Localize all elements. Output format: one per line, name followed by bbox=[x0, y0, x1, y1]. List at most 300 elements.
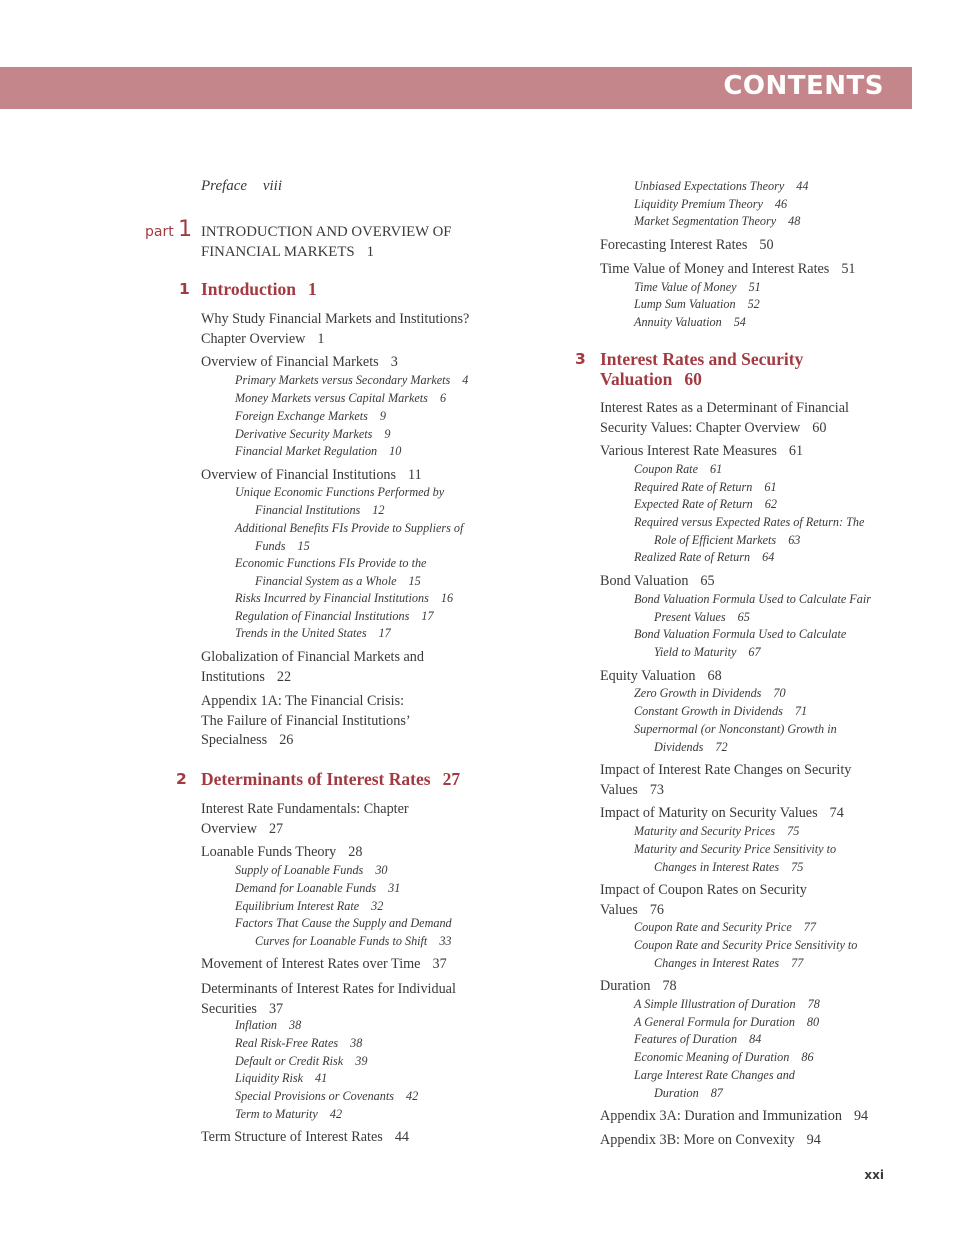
entry-page: 27 bbox=[268, 820, 284, 837]
entry-label: Features of Duration bbox=[634, 1032, 738, 1046]
toc-subentry[interactable] bbox=[634, 591, 871, 626]
entry-line bbox=[235, 484, 444, 502]
entry-label: Appendix 1A: The Financial Crisis: bbox=[201, 693, 405, 709]
toc-entry-preface[interactable] bbox=[201, 178, 282, 195]
entry-label: Impact of Coupon Rates on Security bbox=[600, 882, 807, 898]
entry-line bbox=[634, 591, 871, 609]
entry-page: 38 bbox=[350, 1036, 363, 1050]
entry-page: 73 bbox=[649, 781, 665, 798]
entry-label: Coupon Rate and Security Price bbox=[634, 920, 792, 934]
entry-line bbox=[600, 442, 803, 462]
entry-page: 38 bbox=[288, 1018, 302, 1032]
entry-line bbox=[634, 461, 722, 479]
toc-subentry[interactable] bbox=[634, 279, 761, 297]
toc-subentry[interactable] bbox=[634, 685, 786, 703]
entry-label: Factors That Cause the Supply and Demand bbox=[235, 916, 452, 930]
toc-subentry[interactable] bbox=[634, 178, 808, 196]
entry-label: Derivative Security Markets bbox=[235, 427, 373, 441]
entry-label: Additional Benefits FIs Provide to Suppliers of bbox=[235, 521, 464, 535]
entry-label: Overview of Financial Markets bbox=[201, 354, 379, 370]
part-page: 1 bbox=[366, 244, 374, 260]
toc-subentry[interactable] bbox=[634, 1067, 795, 1102]
toc-entry[interactable] bbox=[600, 442, 803, 462]
entry-label: Coupon Rate bbox=[634, 462, 698, 476]
entry-label: Equilibrium Interest Rate bbox=[235, 899, 360, 913]
entry-line bbox=[634, 919, 816, 937]
toc-subentry[interactable] bbox=[235, 372, 468, 390]
entry-line bbox=[600, 804, 844, 824]
entry-line bbox=[235, 390, 446, 408]
toc-subentry[interactable] bbox=[235, 408, 386, 426]
entry-page: 75 bbox=[787, 824, 800, 838]
entry-label: Yield to Maturity bbox=[654, 644, 737, 659]
toc-subentry[interactable] bbox=[634, 703, 807, 721]
entry-line bbox=[634, 549, 774, 567]
entry-line bbox=[634, 279, 761, 297]
entry-page: 51 bbox=[748, 280, 761, 294]
entry-line bbox=[235, 590, 453, 608]
entry-line bbox=[600, 236, 774, 256]
entry-line bbox=[201, 353, 398, 373]
toc-subentry[interactable] bbox=[634, 841, 836, 876]
entry-line bbox=[235, 443, 401, 461]
entry-page: 61 bbox=[764, 480, 777, 494]
chapter-title-text: Determinants of Interest Rates bbox=[201, 769, 431, 789]
entry-line bbox=[235, 1106, 342, 1124]
entry-line bbox=[235, 608, 434, 626]
entry-line bbox=[201, 330, 469, 350]
entry-line bbox=[235, 915, 452, 933]
entry-line bbox=[634, 721, 837, 739]
toc-subentry[interactable] bbox=[634, 496, 777, 514]
entry-line bbox=[634, 296, 760, 314]
toc-entry[interactable] bbox=[201, 955, 447, 975]
entry-label: Appendix 3B: More on Convexity bbox=[600, 1132, 795, 1148]
entry-line bbox=[235, 426, 391, 444]
toc-subentry[interactable] bbox=[235, 1106, 342, 1124]
entry-label: Movement of Interest Rates over Time bbox=[201, 956, 421, 972]
part-word: part bbox=[145, 224, 174, 240]
entry-page: 44 bbox=[394, 1129, 409, 1145]
entry-label: Loanable Funds Theory bbox=[201, 844, 337, 860]
entry-page: 54 bbox=[733, 315, 746, 329]
entry-label: Interest Rates as a Determinant of Financial bbox=[600, 400, 849, 416]
entry-line bbox=[235, 408, 386, 426]
entry-line bbox=[600, 1131, 821, 1151]
toc-entry[interactable] bbox=[600, 1107, 868, 1127]
entry-page: 15 bbox=[297, 538, 310, 553]
entry-label: Present Values bbox=[654, 609, 726, 624]
entry-line bbox=[600, 667, 722, 687]
entry-label: Liquidity Risk bbox=[235, 1071, 304, 1085]
toc-subentry[interactable] bbox=[235, 1070, 327, 1088]
entry-label: Coupon Rate and Security Price Sensitivity to bbox=[634, 938, 858, 952]
toc-entry[interactable] bbox=[201, 1128, 409, 1148]
toc-subentry[interactable] bbox=[235, 880, 400, 898]
entry-line bbox=[634, 514, 864, 532]
entry-label: Specialness bbox=[201, 732, 268, 748]
entry-label: Market Segmentation Theory bbox=[634, 214, 777, 228]
entry-label: Preface bbox=[201, 178, 248, 194]
entry-page: 61 bbox=[788, 443, 804, 459]
entry-line bbox=[634, 1049, 814, 1067]
toc-entry[interactable] bbox=[600, 399, 849, 438]
entry-line bbox=[235, 555, 426, 573]
page-title: CONTENTS bbox=[723, 71, 884, 101]
entry-page: 26 bbox=[279, 732, 294, 748]
chapter-number: 1 bbox=[179, 280, 190, 298]
entry-label: Values bbox=[600, 781, 638, 798]
entry-label: Various Interest Rate Measures bbox=[600, 443, 777, 459]
entry-page: 28 bbox=[348, 844, 363, 860]
entry-line bbox=[634, 213, 800, 231]
toc-entry[interactable] bbox=[600, 761, 851, 800]
entry-page: 33 bbox=[439, 933, 452, 948]
part-number: 1 bbox=[178, 217, 193, 242]
toc-entry[interactable] bbox=[600, 260, 856, 280]
entry-page: 9 bbox=[384, 427, 391, 441]
entry-label: Term to Maturity bbox=[235, 1107, 318, 1121]
entry-line bbox=[201, 310, 469, 330]
entry-line bbox=[235, 933, 452, 951]
entry-line bbox=[600, 761, 851, 781]
entry-label: Values bbox=[600, 901, 638, 918]
entry-line bbox=[201, 712, 411, 732]
entry-line bbox=[634, 1031, 761, 1049]
toc-subentry[interactable] bbox=[634, 196, 787, 214]
toc-subentry[interactable] bbox=[235, 484, 444, 519]
toc-subentry[interactable] bbox=[235, 915, 452, 950]
toc-subentry[interactable] bbox=[634, 479, 777, 497]
toc-subentry[interactable] bbox=[634, 1014, 819, 1032]
entry-page: 1 bbox=[317, 330, 325, 347]
entry-page: 37 bbox=[432, 956, 447, 972]
entry-page: 77 bbox=[791, 955, 804, 970]
entry-label: Impact of Interest Rate Changes on Security bbox=[600, 762, 852, 778]
entry-line bbox=[600, 260, 856, 280]
entry-line bbox=[235, 1070, 327, 1088]
toc-entry[interactable] bbox=[201, 353, 398, 373]
entry-label: Impact of Maturity on Security Values bbox=[600, 805, 818, 821]
entry-label: Overview of Financial Institutions bbox=[201, 467, 397, 483]
entry-line bbox=[634, 609, 871, 627]
entry-line bbox=[600, 977, 677, 997]
entry-page: 67 bbox=[748, 644, 761, 659]
toc-entry[interactable] bbox=[600, 1131, 821, 1151]
entry-line bbox=[634, 1085, 795, 1103]
entry-page: 61 bbox=[709, 462, 723, 476]
chapter-title-text: Introduction bbox=[201, 279, 296, 299]
entry-page: 15 bbox=[408, 573, 421, 588]
entry-page: 16 bbox=[440, 591, 454, 605]
entry-line bbox=[634, 496, 777, 514]
toc-entry[interactable] bbox=[201, 310, 469, 349]
entry-label: Unbiased Expectations Theory bbox=[634, 179, 785, 193]
entry-page: 78 bbox=[662, 978, 677, 994]
entry-line bbox=[634, 644, 846, 662]
entry-line bbox=[634, 739, 837, 757]
entry-line bbox=[235, 1053, 367, 1071]
entry-page: 86 bbox=[801, 1050, 814, 1064]
entry-line bbox=[634, 532, 864, 550]
toc-entry[interactable] bbox=[201, 800, 409, 839]
entry-page: 72 bbox=[715, 739, 728, 754]
toc-entry[interactable] bbox=[600, 667, 722, 687]
toc-subentry[interactable] bbox=[634, 721, 837, 756]
chapter-title[interactable] bbox=[201, 280, 317, 300]
entry-label: Institutions bbox=[201, 668, 265, 685]
entry-label: Demand for Loanable Funds bbox=[235, 881, 377, 895]
entry-line bbox=[235, 898, 383, 916]
entry-label: Bond Valuation Formula Used to Calculate bbox=[634, 627, 847, 641]
entry-label: Equity Valuation bbox=[600, 668, 696, 684]
toc-subentry[interactable] bbox=[634, 919, 816, 937]
entry-label: Maturity and Security Prices bbox=[634, 824, 776, 838]
entry-label: Primary Markets versus Secondary Markets bbox=[235, 373, 451, 387]
entry-page: 22 bbox=[276, 668, 292, 685]
entry-line bbox=[634, 479, 777, 497]
entry-page: 64 bbox=[762, 550, 775, 564]
chapter-page: 60 bbox=[684, 368, 702, 389]
entry-label: Inflation bbox=[235, 1018, 277, 1032]
entry-label: Forecasting Interest Rates bbox=[600, 237, 748, 253]
entry-page: 51 bbox=[841, 261, 856, 277]
entry-page: 52 bbox=[747, 297, 760, 311]
entry-page: 65 bbox=[700, 573, 715, 589]
entry-line bbox=[600, 572, 715, 592]
entry-line bbox=[600, 419, 849, 439]
entry-line bbox=[235, 520, 463, 538]
entry-line bbox=[634, 703, 807, 721]
entry-label: Role of Efficient Markets bbox=[654, 532, 777, 547]
entry-page: 41 bbox=[315, 1071, 328, 1085]
entry-label: Constant Growth in Dividends bbox=[634, 704, 783, 718]
entry-line bbox=[201, 980, 456, 1000]
entry-label: Zero Growth in Dividends bbox=[634, 686, 762, 700]
entry-label: Expected Rate of Return bbox=[634, 497, 753, 511]
chapter-title[interactable] bbox=[600, 350, 803, 389]
entry-label: Financial Institutions bbox=[255, 502, 361, 517]
entry-page: 71 bbox=[794, 704, 808, 718]
entry-label: Regulation of Financial Institutions bbox=[235, 609, 410, 623]
entry-page: 42 bbox=[406, 1089, 419, 1103]
entry-page: 94 bbox=[806, 1132, 821, 1148]
entry-page: 17 bbox=[421, 609, 434, 623]
entry-line bbox=[201, 820, 409, 840]
entry-label: Supernormal (or Nonconstant) Growth in bbox=[634, 722, 837, 736]
toc-subentry[interactable] bbox=[235, 390, 446, 408]
entry-line bbox=[235, 538, 463, 556]
chapter-title[interactable] bbox=[201, 770, 460, 790]
entry-line bbox=[235, 862, 388, 880]
entry-page: 74 bbox=[829, 805, 844, 821]
chapter-number: 2 bbox=[176, 770, 187, 788]
entry-label: Security Values: Chapter Overview bbox=[600, 419, 801, 436]
entry-page: 63 bbox=[788, 532, 801, 547]
entry-label: Duration bbox=[654, 1085, 699, 1100]
entry-label: Supply of Loanable Funds bbox=[235, 863, 364, 877]
toc-subentry[interactable] bbox=[235, 898, 383, 916]
entry-page: 6 bbox=[439, 391, 447, 405]
toc-subentry[interactable] bbox=[235, 590, 453, 608]
entry-page: 31 bbox=[388, 881, 401, 895]
page-number: xxi bbox=[864, 1168, 884, 1182]
entry-page: 76 bbox=[649, 901, 665, 918]
toc-subentry[interactable] bbox=[634, 296, 760, 314]
entry-label: Appendix 3A: Duration and Immunization bbox=[600, 1108, 842, 1124]
entry-line bbox=[600, 881, 807, 901]
entry-line bbox=[201, 668, 424, 688]
entry-page: viii bbox=[262, 178, 283, 194]
toc-subentry[interactable] bbox=[634, 461, 722, 479]
entry-line bbox=[235, 372, 468, 390]
toc-entry[interactable] bbox=[600, 881, 807, 920]
part-title-line1: INTRODUCTION AND OVERVIEW OF bbox=[201, 224, 452, 240]
entry-page: 68 bbox=[707, 668, 722, 684]
toc-subentry[interactable] bbox=[235, 862, 388, 880]
toc-subentry[interactable] bbox=[634, 549, 774, 567]
toc-subentry[interactable] bbox=[634, 514, 864, 549]
toc-entry[interactable] bbox=[600, 804, 844, 824]
entry-label: Default or Credit Risk bbox=[235, 1054, 344, 1068]
entry-label: Financial Market Regulation bbox=[235, 444, 378, 458]
entry-label: Economic Meaning of Duration bbox=[634, 1050, 790, 1064]
entry-line bbox=[634, 841, 836, 859]
entry-label: Required Rate of Return bbox=[634, 480, 753, 494]
entry-page: 44 bbox=[796, 179, 809, 193]
entry-label: Interest Rate Fundamentals: Chapter bbox=[201, 801, 409, 817]
entry-line bbox=[634, 178, 808, 196]
entry-page: 70 bbox=[773, 686, 786, 700]
entry-label: Changes in Interest Rates bbox=[654, 955, 780, 970]
entry-label: Curves for Loanable Funds to Shift bbox=[255, 933, 428, 948]
entry-label: Funds bbox=[255, 538, 286, 553]
toc-subentry[interactable] bbox=[634, 996, 820, 1014]
entry-label: Large Interest Rate Changes and bbox=[634, 1068, 795, 1082]
entry-line bbox=[201, 466, 422, 486]
entry-page: 77 bbox=[803, 920, 816, 934]
entry-line bbox=[600, 781, 851, 801]
toc-subentry[interactable] bbox=[634, 213, 800, 231]
entry-label: Liquidity Premium Theory bbox=[634, 197, 763, 211]
entry-page: 9 bbox=[379, 409, 386, 423]
entry-page: 65 bbox=[737, 609, 750, 624]
entry-line bbox=[201, 800, 409, 820]
part-title-line2: FINANCIAL MARKETS bbox=[201, 244, 355, 260]
entry-line bbox=[235, 625, 391, 643]
toc-subentry[interactable] bbox=[634, 626, 846, 661]
toc-entry[interactable] bbox=[201, 466, 422, 486]
part-title[interactable] bbox=[201, 222, 452, 262]
entry-page: 78 bbox=[807, 997, 820, 1011]
toc-subentry[interactable] bbox=[235, 1035, 362, 1053]
entry-line bbox=[201, 843, 362, 863]
part-label bbox=[145, 217, 192, 242]
entry-label: Changes in Interest Rates bbox=[654, 859, 780, 874]
entry-label: Lump Sum Valuation bbox=[634, 297, 736, 311]
entry-line bbox=[634, 685, 786, 703]
entry-line bbox=[634, 859, 836, 877]
toc-subentry[interactable] bbox=[235, 1053, 367, 1071]
entry-label: Term Structure of Interest Rates bbox=[201, 1129, 383, 1145]
entry-page: 17 bbox=[378, 626, 391, 640]
entry-page: 10 bbox=[389, 444, 402, 458]
toc-subentry[interactable] bbox=[634, 314, 746, 332]
entry-line bbox=[600, 399, 849, 419]
entry-label: Overview bbox=[201, 820, 257, 837]
entry-label: Bond Valuation bbox=[600, 573, 689, 589]
toc-entry[interactable] bbox=[600, 572, 715, 592]
entry-page: 3 bbox=[390, 354, 398, 370]
entry-page: 39 bbox=[355, 1054, 368, 1068]
toc-entry[interactable] bbox=[201, 980, 456, 1019]
entry-label: Determinants of Interest Rates for Individual bbox=[201, 981, 456, 997]
toc-subentry[interactable] bbox=[634, 823, 799, 841]
entry-line bbox=[201, 1128, 409, 1148]
entry-line bbox=[201, 648, 424, 668]
entry-label: Bond Valuation Formula Used to Calculate Fair bbox=[634, 592, 871, 606]
toc-subentry[interactable] bbox=[235, 426, 391, 444]
entry-line bbox=[201, 692, 411, 712]
entry-line bbox=[235, 502, 444, 520]
entry-line bbox=[634, 955, 857, 973]
entry-page: 32 bbox=[371, 899, 384, 913]
entry-label: Money Markets versus Capital Markets bbox=[235, 391, 428, 405]
entry-page: 75 bbox=[791, 859, 804, 874]
toc-entry[interactable] bbox=[201, 692, 411, 751]
entry-line bbox=[634, 314, 746, 332]
entry-line bbox=[201, 955, 447, 975]
entry-label: A Simple Illustration of Duration bbox=[634, 997, 796, 1011]
toc-entry[interactable] bbox=[600, 977, 677, 997]
entry-label: Real Risk-Free Rates bbox=[235, 1036, 339, 1050]
toc-entry[interactable] bbox=[201, 843, 362, 863]
entry-page: 87 bbox=[710, 1085, 723, 1100]
chapter-title-line2: Valuation bbox=[600, 368, 673, 389]
toc-subentry[interactable] bbox=[634, 1031, 761, 1049]
entry-line bbox=[201, 731, 411, 751]
toc-subentry[interactable] bbox=[235, 443, 401, 461]
toc-subentry[interactable] bbox=[235, 520, 463, 555]
entry-page: 11 bbox=[408, 467, 422, 483]
entry-page: 42 bbox=[329, 1107, 343, 1121]
entry-label: Chapter Overview bbox=[201, 330, 306, 347]
toc-entry[interactable] bbox=[600, 236, 774, 256]
toc-entry[interactable] bbox=[201, 648, 424, 687]
toc-subentry[interactable] bbox=[235, 608, 434, 626]
entry-label: Trends in the United States bbox=[235, 626, 367, 640]
entry-line bbox=[600, 901, 807, 921]
entry-label: Globalization of Financial Markets and bbox=[201, 649, 424, 665]
entry-line bbox=[235, 1017, 301, 1035]
entry-page: 60 bbox=[812, 419, 827, 436]
entry-line bbox=[235, 573, 426, 591]
toc-subentry[interactable] bbox=[634, 1049, 814, 1067]
toc-subentry[interactable] bbox=[235, 555, 426, 590]
chapter-number: 3 bbox=[575, 350, 586, 368]
chapter-page: 27 bbox=[442, 769, 461, 789]
toc-subentry[interactable] bbox=[235, 1088, 418, 1106]
entry-label: Unique Economic Functions Performed by bbox=[235, 485, 445, 499]
toc-subentry[interactable] bbox=[634, 937, 857, 972]
toc-subentry[interactable] bbox=[235, 625, 391, 643]
entry-page: 62 bbox=[764, 497, 777, 511]
entry-page: 94 bbox=[853, 1108, 869, 1124]
toc-subentry[interactable] bbox=[235, 1017, 301, 1035]
entry-label: The Failure of Financial Institutions’ bbox=[201, 712, 411, 729]
entry-label: Annuity Valuation bbox=[634, 315, 722, 329]
contents-banner bbox=[0, 67, 912, 109]
